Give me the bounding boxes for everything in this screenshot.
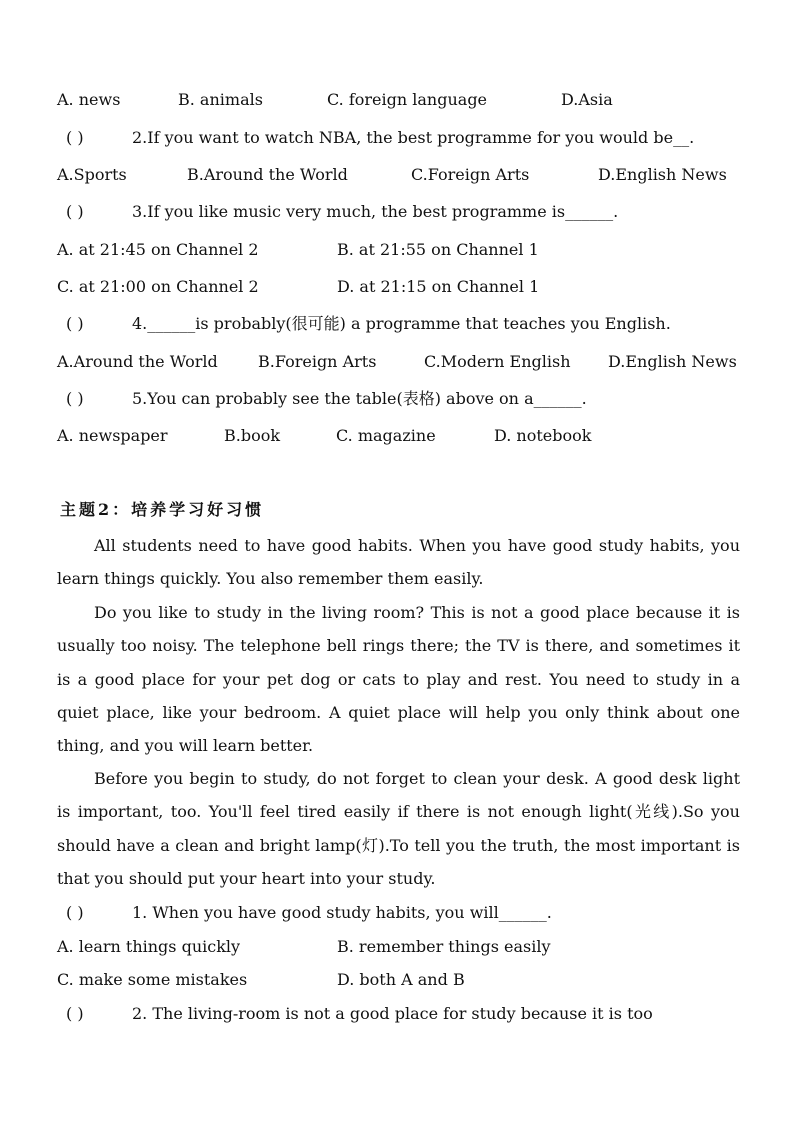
- answer-paren: ( ): [66, 389, 84, 408]
- t2q1-option-d: D. both A and B: [337, 970, 465, 989]
- q2-option-b: B.Around the World: [187, 165, 348, 184]
- q2-option-d: D.English News: [598, 165, 727, 184]
- q5-option-c: C. magazine: [336, 426, 436, 445]
- q5-option-b: B.book: [224, 426, 281, 445]
- q3-option-c: C. at 21:00 on Channel 2: [57, 277, 259, 296]
- q3-option-b: B. at 21:55 on Channel 1: [337, 240, 539, 259]
- topic2-q1-options-row2: [57, 970, 744, 990]
- q1-option-d: D.Asia: [561, 90, 613, 109]
- question-text: 5.You can probably see the table(表格) above on a______.: [132, 389, 587, 408]
- topic2-q1-options-row1: [57, 937, 744, 957]
- q1-option-c: C. foreign language: [327, 90, 488, 109]
- q3-options-row2: [57, 277, 744, 297]
- q5-option-d: D. notebook: [494, 426, 592, 445]
- q4-option-d: D.English News: [608, 352, 737, 371]
- passage-paragraph-3: Before you begin to study, do not forget to clean your desk. A good desk light is important, too. You'll feel tired easily if there is not enough light(光线).So you should have a clean and bright lamp(灯).To tell you the truth, the most important is that you should put your heart into your study.: [57, 769, 740, 888]
- q2-options: [57, 165, 744, 185]
- t2q1-option-b: B. remember things easily: [337, 937, 551, 956]
- answer-paren: ( ): [66, 903, 84, 922]
- t2q1-option-a: A. learn things quickly: [57, 937, 241, 956]
- q4-option-b: B.Foreign Arts: [258, 352, 377, 371]
- answer-paren: ( ): [66, 314, 84, 333]
- q1-option-b: B. animals: [178, 90, 263, 109]
- topic-2-heading: 主题2：培养学习好习惯: [60, 500, 265, 519]
- q3-options-row1: [57, 240, 744, 260]
- q4-option-c: C.Modern English: [424, 352, 571, 371]
- answer-paren: ( ): [66, 1004, 84, 1023]
- question-text: 2. The living-room is not a good place for study because it is too: [132, 1004, 653, 1023]
- answer-paren: ( ): [66, 202, 84, 221]
- topic2-question-2: [66, 1004, 744, 1024]
- q5-option-a: A. newspaper: [57, 426, 168, 445]
- question-text: 4.______is probably(很可能) a programme that teaches you English.: [132, 314, 671, 333]
- q4-option-a: A.Around the World: [57, 352, 218, 371]
- question-5: [66, 389, 744, 409]
- topic2-question-1: [66, 903, 744, 923]
- question-2: [66, 128, 744, 148]
- q2-option-c: C.Foreign Arts: [411, 165, 530, 184]
- q2-option-a: A.Sports: [57, 165, 127, 184]
- q3-option-a: A. at 21:45 on Channel 2: [57, 240, 259, 259]
- passage-paragraph-1: All students need to have good habits. When you have good study habits, you learn things quickly. You also remember them easily.: [57, 536, 740, 589]
- q4-options: [57, 352, 744, 372]
- question-text: 3.If you like music very much, the best programme is______.: [132, 202, 619, 221]
- answer-paren: ( ): [66, 128, 84, 147]
- question-text: 1. When you have good study habits, you will______.: [132, 903, 552, 922]
- question-4: [66, 314, 744, 334]
- passage-paragraph-2: Do you like to study in the living room? This is not a good place because it is usually too noisy. The telephone bell rings there; the TV is there, and sometimes it is a good place for your pet dog or cats to play and rest. You need to study in a quiet place, like your bedroom. A quiet place will help you only think about one thing, and you will learn better.: [57, 603, 740, 756]
- question-3: [66, 202, 744, 222]
- q1-option-a: A. news: [57, 90, 121, 109]
- q3-option-d: D. at 21:15 on Channel 1: [337, 277, 540, 296]
- q5-options: [57, 426, 744, 446]
- q1-options: [57, 90, 744, 110]
- t2q1-option-c: C. make some mistakes: [57, 970, 248, 989]
- question-text: 2.If you want to watch NBA, the best programme for you would be__.: [132, 128, 695, 147]
